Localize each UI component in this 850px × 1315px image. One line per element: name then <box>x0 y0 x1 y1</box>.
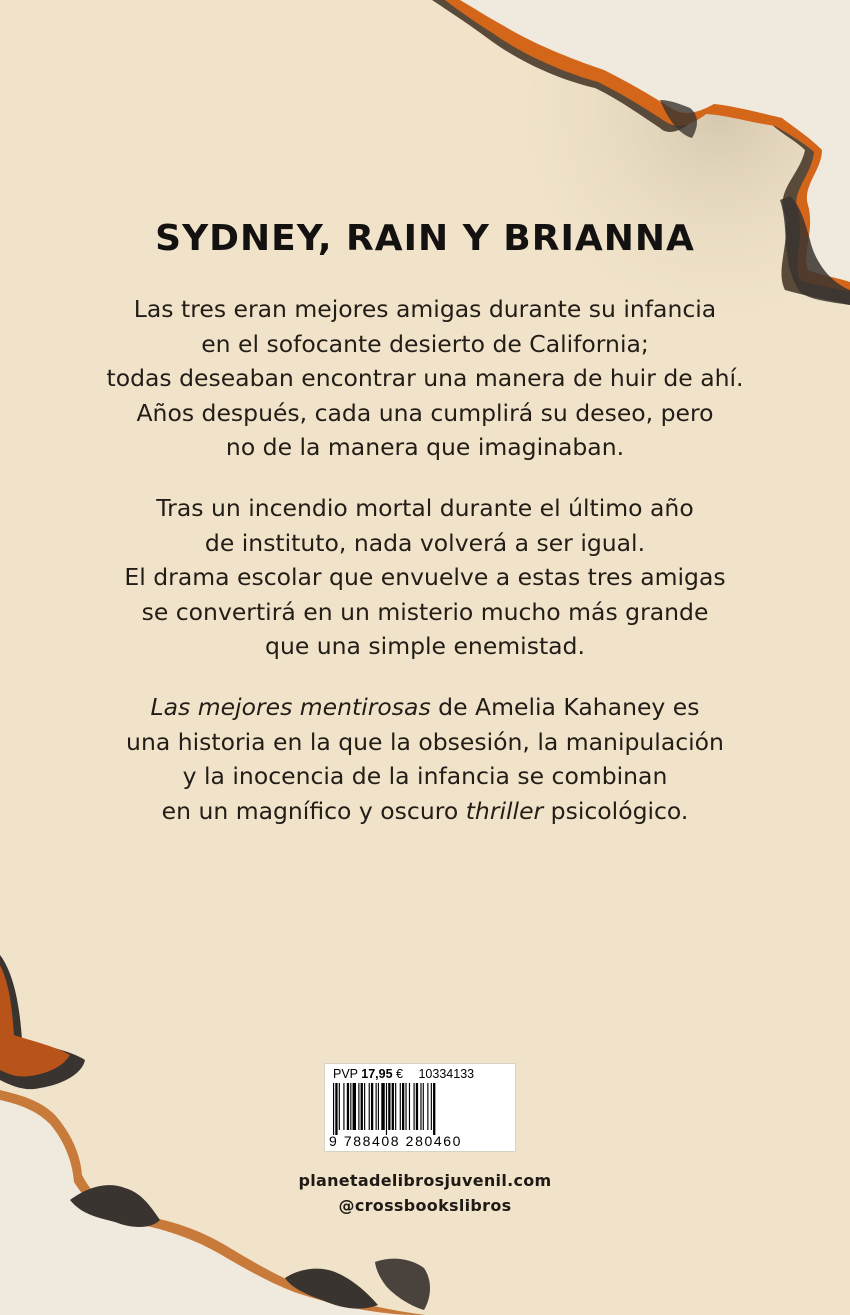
text-line: El drama escolar que envuelve a estas tres amigas <box>124 563 726 591</box>
genre-italic: thriller <box>465 796 544 825</box>
website-url: planetadelibrosjuvenil.com <box>298 1171 552 1190</box>
text-line: Tras un incendio mortal durante el último año <box>156 494 694 522</box>
barcode-bar <box>395 1083 396 1130</box>
barcode-bar <box>416 1083 418 1130</box>
barcode-bar <box>405 1083 406 1130</box>
product-code: 10334133 <box>418 1067 475 1081</box>
barcode-bar <box>388 1083 390 1130</box>
barcode-bar <box>378 1083 379 1130</box>
barcode-bar <box>402 1083 404 1130</box>
barcode-bar <box>347 1083 349 1130</box>
isbn-barcode-label <box>324 1063 516 1152</box>
text-line: en el sofocante desierto de California; <box>201 329 649 358</box>
barcode-bar <box>361 1083 363 1130</box>
barcode-bar <box>431 1083 432 1130</box>
text-line: una historia en la que la obsesión, la manipulación <box>126 727 724 756</box>
barcode-bar <box>400 1083 401 1130</box>
barcode-bar <box>386 1083 387 1135</box>
barcode-bar <box>343 1083 344 1130</box>
cover-title: SYDNEY, RAIN Y BRIANNA <box>155 218 695 259</box>
price-line <box>333 1067 509 1081</box>
text-line: todas deseaban encontrar una manera de huir de ahí. <box>106 364 744 392</box>
barcode-bar <box>381 1083 384 1130</box>
text-span: de Amelia Kahaney es <box>430 693 700 721</box>
barcode-bar <box>358 1083 359 1130</box>
text-line <box>0 690 850 725</box>
text-line: se convertirá en un misterio mucho más grande <box>141 597 709 626</box>
barcode-bar <box>339 1083 340 1130</box>
isbn-digits: 9 788408 280460 <box>329 1133 462 1149</box>
pvp-label: PVP <box>333 1067 358 1081</box>
barcode-bar <box>433 1083 435 1135</box>
text-line: Años después, cada una cumplirá su deseo, pero <box>136 398 714 427</box>
price-value: 17,95 <box>361 1067 393 1081</box>
text-line: no de la manera que imaginaban. <box>225 433 625 461</box>
barcode-bar <box>409 1083 410 1130</box>
social-handle: @crossbookslibros <box>338 1196 512 1215</box>
synopsis-paragraph-3 <box>0 690 850 828</box>
barcode-bar <box>353 1083 356 1130</box>
book-title-italic: Las mejores mentirosas <box>150 693 431 721</box>
barcode-bar <box>376 1083 377 1130</box>
text-line: de instituto, nada volverá a ser igual. <box>204 528 646 557</box>
barcode-bar <box>350 1083 351 1130</box>
barcode-bar <box>423 1083 424 1130</box>
currency-symbol: € <box>396 1067 403 1081</box>
barcode-bar <box>333 1083 334 1135</box>
barcode-bar <box>427 1083 428 1130</box>
text-line: que una simple enemistad. <box>265 632 585 660</box>
barcode-bar <box>371 1083 373 1130</box>
barcode-bars <box>333 1083 507 1135</box>
barcode-bar <box>414 1083 415 1130</box>
barcode-bar <box>420 1083 421 1130</box>
text-span: psicológico. <box>543 796 689 825</box>
synopsis-paragraph-2 <box>0 491 850 664</box>
text-line: y la inocencia de la infancia se combinan <box>182 762 668 790</box>
text-line <box>0 794 850 829</box>
synopsis-paragraph-1 <box>0 292 850 465</box>
barcode-bar <box>364 1083 365 1130</box>
text-span: en un magnífico y oscuro <box>161 796 466 825</box>
barcode-bar <box>369 1083 370 1130</box>
barcode-bar <box>392 1083 394 1130</box>
barcode-bar <box>335 1083 337 1135</box>
text-line: Las tres eran mejores amigas durante su infancia <box>133 295 717 323</box>
